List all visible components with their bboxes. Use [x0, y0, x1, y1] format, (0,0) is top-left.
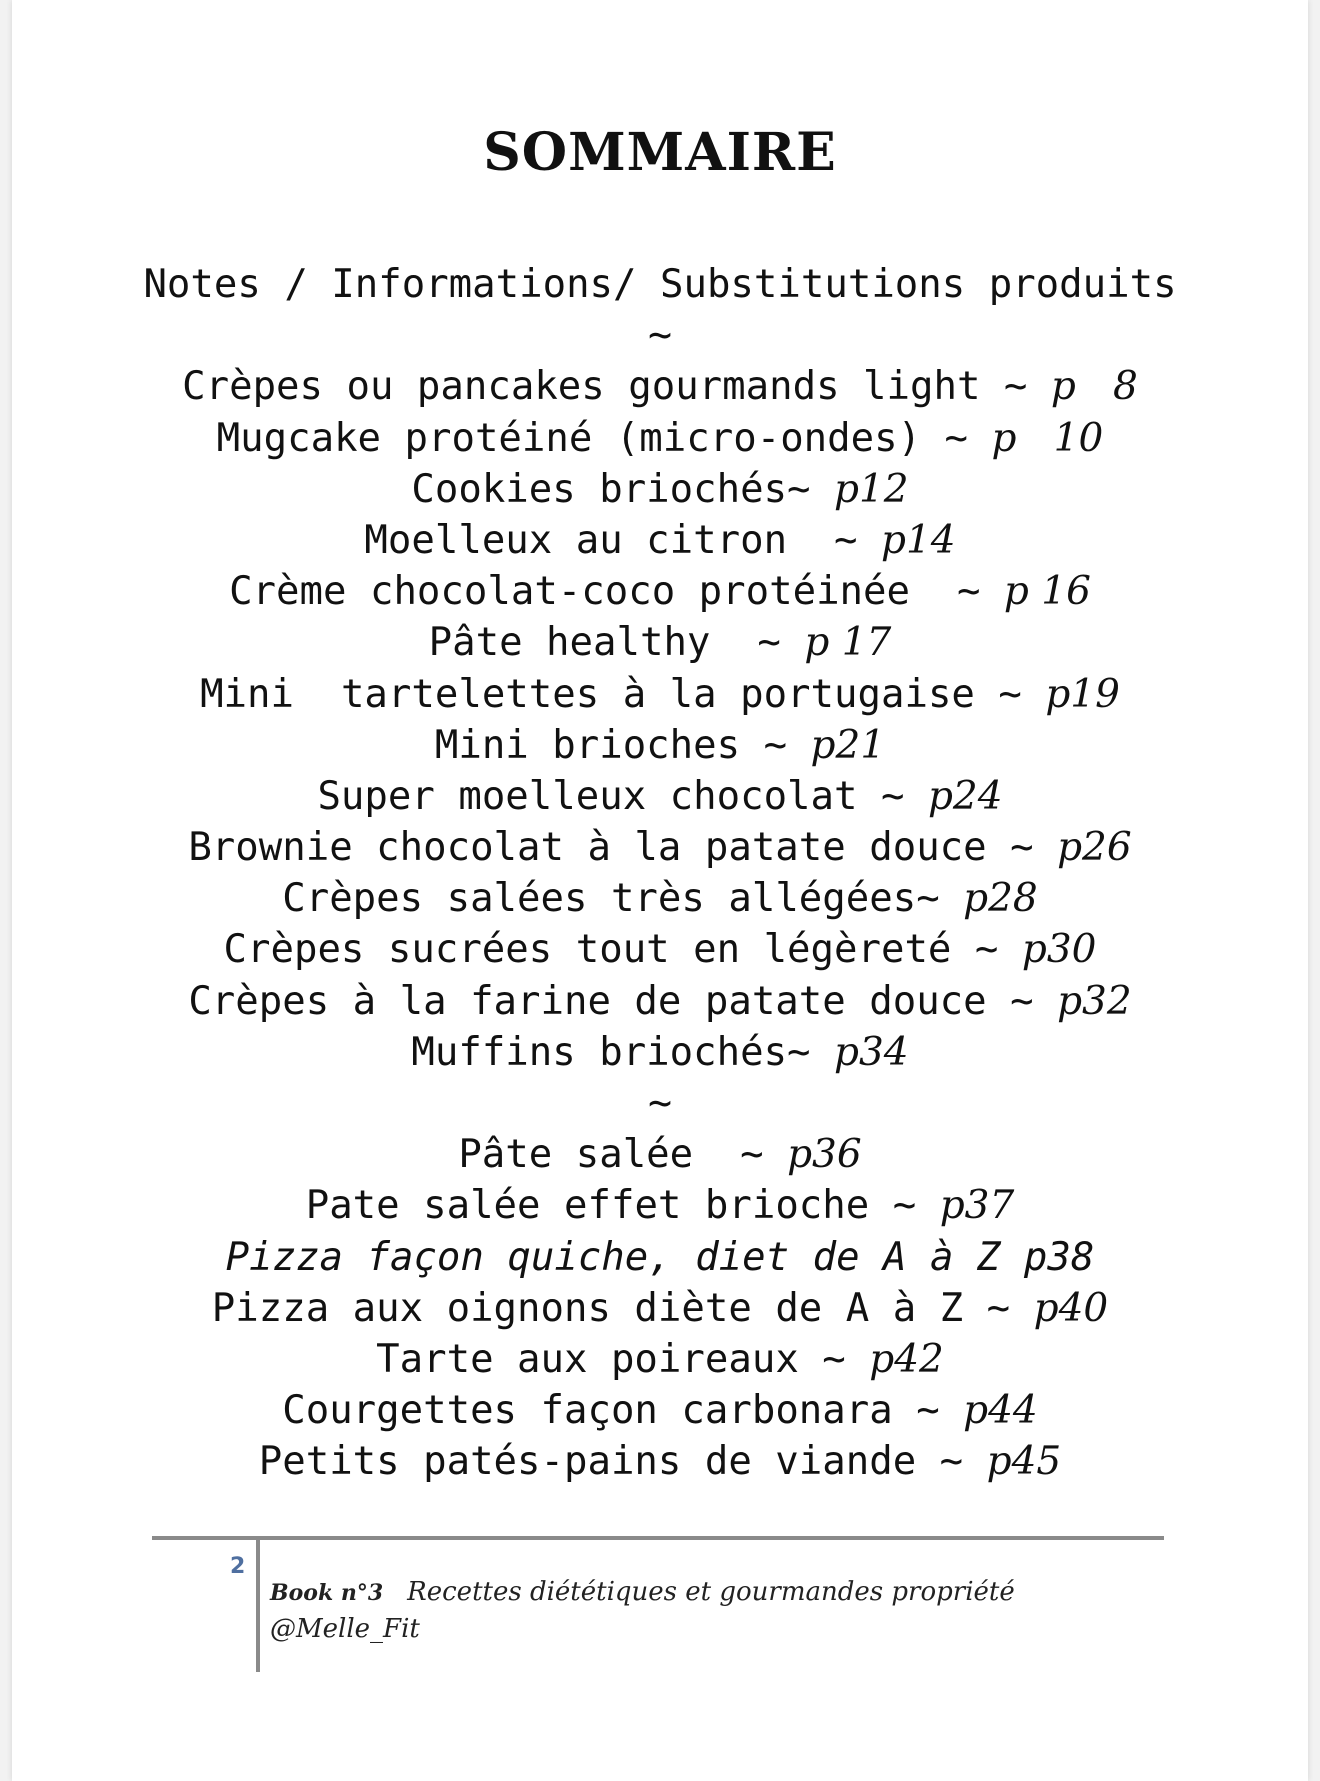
toc-entry-page: p45: [986, 1439, 1062, 1485]
toc-separator: [12, 310, 1308, 361]
toc-entry-text: Brownie chocolat à la patate douce ~: [188, 825, 1058, 871]
toc-entry: [12, 464, 1308, 515]
footer-horizontal-rule: [152, 1536, 1164, 1540]
toc-entry-page: p28: [963, 876, 1038, 922]
toc-entry-text: Crèpes à la farine de patate douce ~: [188, 978, 1058, 1024]
toc-entry-page: p40: [1033, 1285, 1109, 1331]
toc-separator: [12, 1078, 1308, 1129]
toc-entry-page: p19: [1045, 671, 1120, 717]
toc-entry: [12, 1129, 1308, 1180]
toc-entry-text: Mugcake protéiné (micro-ondes) ~: [216, 415, 992, 461]
toc-entry-text: Tarte aux poireaux ~: [376, 1336, 870, 1382]
toc-entry-page: p21: [810, 722, 886, 768]
toc-entry: [12, 566, 1308, 617]
toc-entry-text: Cookies briochés~: [411, 466, 835, 512]
toc-entry-text: Courgettes façon carbonara ~: [282, 1388, 964, 1434]
toc-entry-text: Pate salée effet brioche ~: [305, 1183, 940, 1229]
toc-entry: [12, 361, 1308, 412]
toc-entry-page: p26: [1057, 825, 1132, 871]
toc-entry-text: Pâte healthy ~: [428, 620, 805, 666]
toc-entry: [12, 1232, 1308, 1283]
document-page: [12, 0, 1308, 1781]
toc-entry: [12, 976, 1308, 1027]
toc-entry-text: Pâte salée ~: [458, 1132, 788, 1178]
toc-entry-page: p 17: [804, 620, 892, 666]
toc-entry-text: Moelleux au citron ~: [364, 517, 881, 563]
toc-entry: [12, 413, 1308, 464]
toc-entry-text: Muffins briochés~: [411, 1029, 835, 1075]
toc-entry-page: p44: [963, 1388, 1038, 1434]
toc-entry-page: p12: [834, 466, 909, 512]
toc-entry: [12, 617, 1308, 668]
toc-entry-text: Notes / Informations/ Substitutions produits: [143, 262, 1177, 307]
toc-entry-page: p42: [869, 1336, 944, 1382]
toc-separator-text: ~: [647, 1080, 673, 1126]
toc-separator-text: ~: [647, 312, 673, 359]
toc-entry-text: Pizza façon quiche, diet de A à Z p38: [225, 1234, 1095, 1280]
toc-entry-page: p 16: [1003, 569, 1091, 615]
toc-entry: [12, 1436, 1308, 1487]
toc-entry-text: Pizza aux oignons diète de A à Z ~: [211, 1285, 1034, 1331]
toc-entry-text: Crème chocolat-coco protéinée ~: [229, 569, 1004, 615]
toc-entry: [12, 1180, 1308, 1231]
toc-entry-notes: [12, 259, 1308, 310]
footer-text: [270, 1574, 1015, 1647]
page-number: 2: [230, 1554, 246, 1579]
toc-entry: [12, 515, 1308, 566]
toc-entry: [12, 822, 1308, 873]
toc-entry-page: p 10: [991, 415, 1104, 461]
toc-entry-text: Super moelleux chocolat ~: [317, 773, 928, 819]
toc-entry-text: Crèpes sucrées tout en légèreté ~: [223, 927, 1022, 973]
toc-entry: [12, 1385, 1308, 1436]
toc-entry-text: Mini brioches ~: [434, 722, 811, 768]
toc-entry: [12, 669, 1308, 720]
toc-entry-page: p14: [880, 517, 956, 563]
table-of-contents: [12, 259, 1308, 1488]
footer-vertical-rule: [256, 1540, 260, 1672]
toc-entry: [12, 720, 1308, 771]
toc-entry-page: p36: [787, 1132, 862, 1178]
toc-entry: [12, 1283, 1308, 1334]
toc-entry: [12, 873, 1308, 924]
toc-entry-page: p30: [1021, 927, 1097, 973]
toc-entry-text: Crèpes salées très allégées~: [282, 876, 964, 922]
toc-entry-page: p34: [834, 1029, 909, 1075]
toc-entry-text: Crèpes ou pancakes gourmands light ~: [182, 364, 1051, 410]
toc-entry-text: Mini tartelettes à la portugaise ~: [200, 671, 1046, 717]
toc-entry: [12, 1027, 1308, 1078]
footer-line2: @Melle_Fit: [270, 1614, 420, 1644]
toc-entry-text: Petits patés-pains de viande ~: [258, 1439, 987, 1485]
toc-entry-page: p32: [1057, 978, 1132, 1024]
footer-line1: Recettes diététiques et gourmandes propriété: [407, 1577, 1015, 1607]
toc-entry-page: p 8: [1050, 364, 1138, 410]
toc-entry: [12, 1334, 1308, 1385]
footer-book-label: Book n°3: [270, 1580, 384, 1606]
toc-entry: [12, 924, 1308, 975]
page-title: SOMMAIRE: [483, 122, 837, 183]
toc-entry-page: p37: [939, 1183, 1015, 1229]
toc-entry-page: p24: [927, 773, 1003, 819]
toc-entry: [12, 771, 1308, 822]
